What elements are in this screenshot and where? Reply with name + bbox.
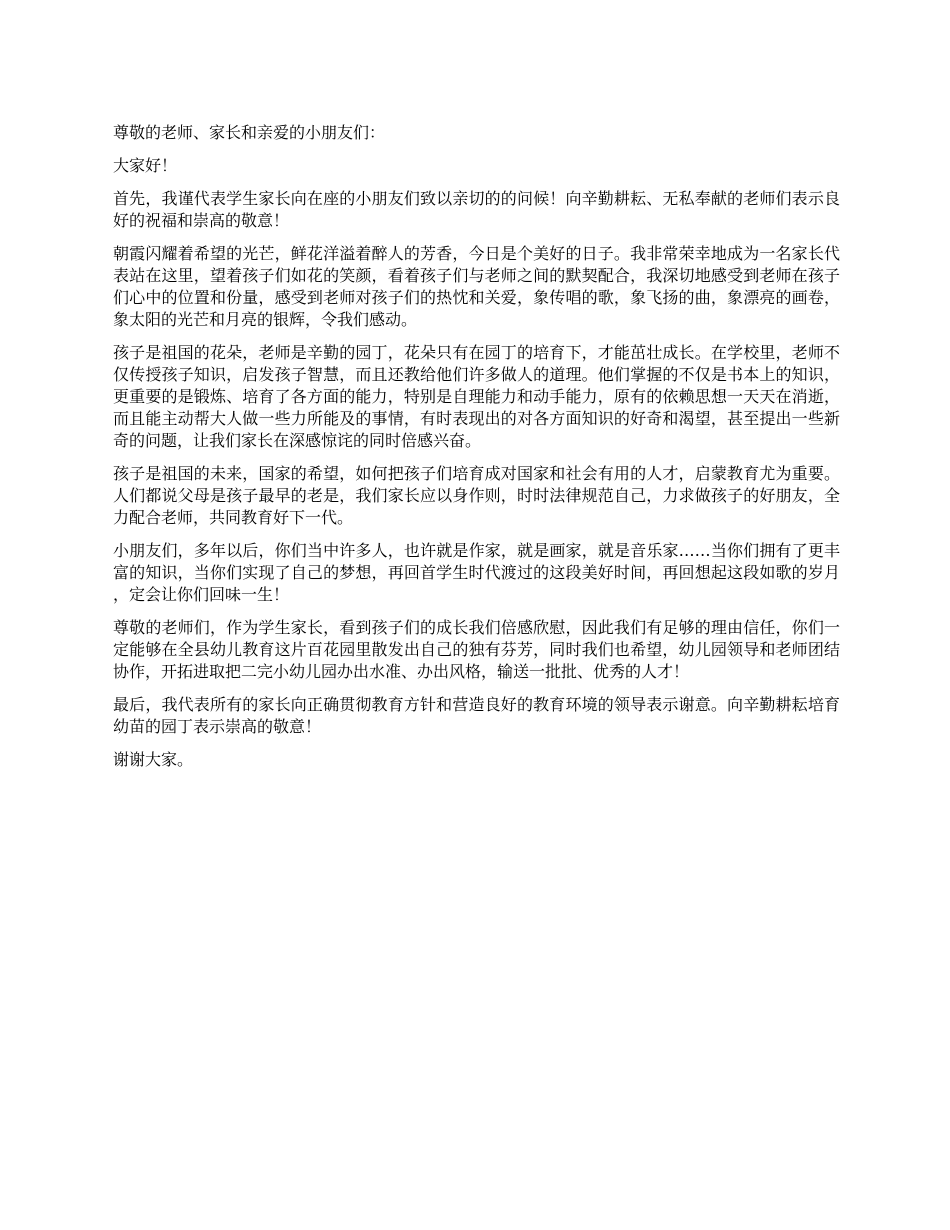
body-paragraph: 朝霞闪耀着希望的光芒，鲜花洋溢着醉人的芳香，今日是个美好的日子。我非常荣幸地成为一名家长代表站在这里，望着孩子们如花的笑颜，看着孩子们与老师之间的默契配合，我深切地感受到老师在孩子们心中的位置和份量，感受到老师对孩子们的热忱和关爱，象传唱的歌，象飞扬的曲，象漂亮的画卷，象太阳的光芒和月亮的银辉，令我们感动。 — [113, 244, 840, 329]
body-paragraph: 尊敬的老师们，作为学生家长，看到孩子们的成长我们倍感欣慰，因此我们有足够的理由信任，你们一定能够在全县幼儿教育这片百花园里散发出自己的独有芬芳，同时我们也希望，幼儿园领导和老师团结协作，开拓进取把二完小幼儿园办出水准、办出风格，输送一批批、优秀的人才！ — [113, 618, 840, 681]
body-paragraph: 小朋友们，多年以后，你们当中许多人，也许就是作家，就是画家，就是音乐家……当你们拥有了更丰富的知识，当你们实现了自己的梦想，再回首学生时代渡过的这段美好时间，再回想起这段如歌的岁月，定会让你们回味一生！ — [113, 541, 840, 604]
body-paragraph: 最后，我代表所有的家长向正确贯彻教育方针和营造良好的教育环境的领导表示谢意。向辛勤耕耘培育幼苗的园丁表示崇高的敬意！ — [113, 695, 840, 736]
body-paragraph: 首先，我谨代表学生家长向在座的小朋友们致以亲切的的问候！向辛勤耕耘、无私奉献的老师们表示良好的祝福和崇高的敬意！ — [113, 189, 840, 230]
salutation: 尊敬的老师、家长和亲爱的小朋友们： — [113, 123, 386, 142]
greeting: 大家好！ — [113, 156, 178, 175]
closing: 谢谢大家。 — [113, 750, 194, 769]
body-paragraph: 孩子是祖国的花朵，老师是辛勤的园丁，花朵只有在园丁的培育下，才能茁壮成长。在学校里，老师不仅传授孩子知识，启发孩子智慧，而且还教给他们许多做人的道理。他们掌握的不仅是书本上的知识，更重要的是锻炼、培育了各方面的能力，特别是自理能力和动手能力，原有的依赖思想一天天在消逝，而且能主动帮大人做一些力所能及的事情，有时表现出的对各方面知识的好奇和渴望，甚至提出一些新奇的问题，让我们家长在深感惊诧的同时倍感兴奋。 — [113, 343, 840, 450]
document-page — [113, 122, 840, 782]
body-paragraph: 孩子是祖国的未来，国家的希望，如何把孩子们培育成对国家和社会有用的人才，启蒙教育尤为重要。人们都说父母是孩子最早的老是，我们家长应以身作则，时时法律规范自己，力求做孩子的好朋友，全力配合老师，共同教育好下一代。 — [113, 464, 840, 527]
